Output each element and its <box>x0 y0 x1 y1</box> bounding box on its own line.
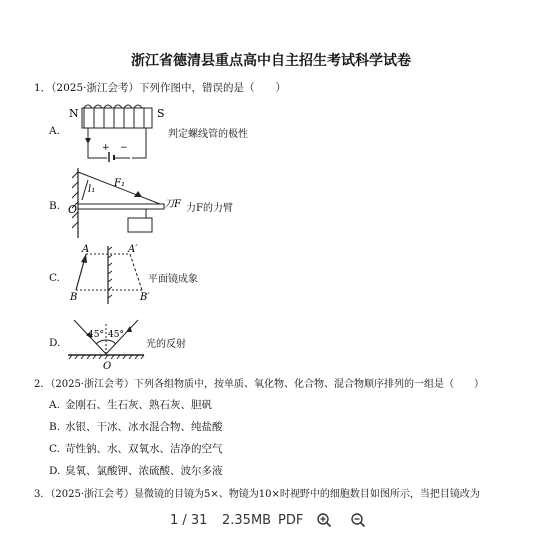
q2-option-c-text: 苛性钠、水、双氧水、洁净的空气 <box>65 443 223 455</box>
reflection-angle-1: 45° <box>88 330 104 340</box>
q2-option-a-letter: A. <box>49 399 60 411</box>
q1-option-a-letter: A. <box>49 125 60 137</box>
lever-diagram <box>64 166 204 240</box>
file-format: PDF <box>278 513 304 528</box>
mirror-diagram <box>64 242 160 306</box>
q1-option-d-letter: D. <box>49 337 61 349</box>
file-size: 2.35MB <box>222 513 272 528</box>
mirror-b2-label: B′ <box>140 292 150 303</box>
q1-option-c-letter: C. <box>49 272 60 284</box>
question-3-stem: 3．（2025·浙江会考）显微镜的目镜为5×、物镜为10×时视野中的细胞数目如图所示，当把目镜改为 <box>34 489 480 500</box>
lever-f-label: 刀F <box>164 199 181 210</box>
battery-plus: + <box>102 143 110 153</box>
viewer-toolbar <box>0 505 542 533</box>
q2-option-d-letter: D. <box>49 465 61 477</box>
solenoid-diagram <box>62 100 172 166</box>
q2-option-c <box>49 441 223 456</box>
lever-o-label: O <box>68 203 78 216</box>
reflection-o-label: O <box>103 361 112 372</box>
battery-minus: − <box>120 143 128 153</box>
lever-l1-label: l₁ <box>88 184 96 195</box>
zoom-in-icon[interactable] <box>316 512 332 528</box>
q2-option-d-text: 臭氧、氯酸钾、浓硫酸、波尔多液 <box>65 465 223 477</box>
q2-option-b-text: 水银、干冰、冰水混合物、纯盐酸 <box>65 421 223 433</box>
q2-option-b-letter: B. <box>49 421 61 433</box>
q1-option-c-caption: 平面镜成象 <box>148 274 198 285</box>
mirror-a2-label: A′ <box>128 244 138 255</box>
q2-option-b <box>49 419 223 434</box>
solenoid-n-label: N <box>69 107 79 120</box>
mirror-a-label: A <box>82 244 90 255</box>
solenoid-s-label: S <box>157 107 165 120</box>
q1-option-a-caption: 判定螺线管的极性 <box>168 129 248 140</box>
question-1-stem: 1．（2025·浙江会考）下列作图中，错误的是（ ） <box>34 82 286 94</box>
scrollbar[interactable] <box>536 0 540 505</box>
q1-option-d-caption: 光的反射 <box>146 339 186 350</box>
reflection-angle-2: 45° <box>108 330 124 340</box>
zoom-out-icon[interactable] <box>350 512 366 528</box>
q1-option-b-letter: B. <box>49 200 61 212</box>
q2-option-d <box>49 463 223 478</box>
q1-option-b-caption: 力F的力臂 <box>186 203 233 214</box>
q2-option-a-text: 金刚石、生石灰、熟石灰、胆矾 <box>65 399 212 411</box>
reflection-diagram <box>66 316 148 372</box>
mirror-b-label: B <box>70 292 78 303</box>
lever-f1-label: F₁ <box>114 178 125 189</box>
document-title: 浙江省德清县重点高中自主招生考试科学试卷 <box>131 53 411 69</box>
question-2-stem: 2．（2025·浙江会考）下列各组物质中，按单质、氧化物、化合物、混合物顺序排列的一组是（ ） <box>34 379 484 390</box>
q2-option-a <box>49 397 212 412</box>
page-indicator: 1 / 31 <box>170 513 208 528</box>
q2-option-c-letter: C. <box>49 443 60 455</box>
